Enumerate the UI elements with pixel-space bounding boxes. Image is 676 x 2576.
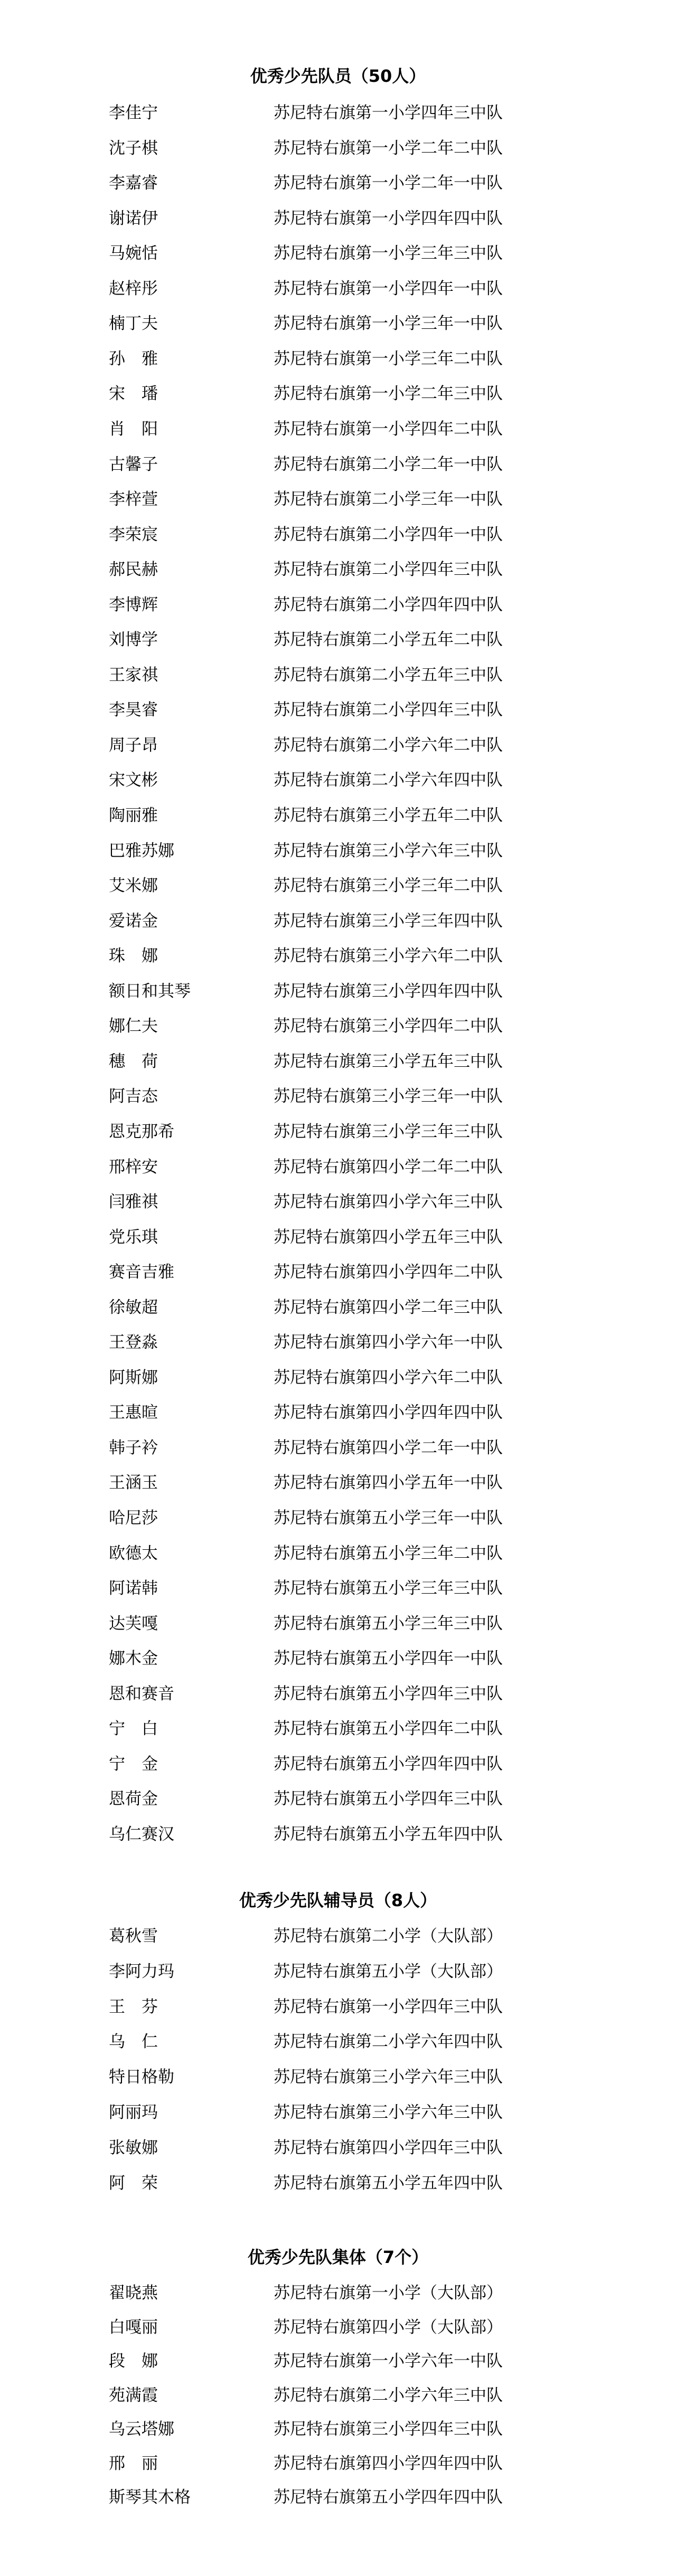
person-name: 乌仁赛汉 [109, 1825, 174, 1844]
person-name: 赵梓彤 [109, 279, 158, 298]
school-unit: 苏尼特右旗第四小学六年三中队 [274, 1192, 503, 1211]
list-item [0, 98, 676, 128]
person-name: 闫雅祺 [109, 1192, 158, 1211]
school-unit: 苏尼特右旗第三小学三年二中队 [274, 876, 503, 895]
school-unit: 苏尼特右旗第四小学五年一中队 [274, 1473, 503, 1492]
person-name: 李阿力玛 [109, 1962, 174, 1981]
person-name: 谢诺伊 [109, 209, 158, 228]
person-name: 额日和其琴 [109, 982, 191, 1001]
person-name: 珠 娜 [109, 946, 158, 965]
person-name: 王涵玉 [109, 1473, 158, 1492]
list-item [0, 1293, 676, 1322]
person-name: 党乐琪 [109, 1228, 158, 1247]
person-name: 特日格勒 [109, 2068, 174, 2087]
list-item [0, 2414, 676, 2444]
section-title: 优秀少先队集体（7个） [247, 2247, 429, 2267]
list-item [0, 1574, 676, 1603]
person-name: 沈子棋 [109, 139, 158, 158]
person-name: 恩荷金 [109, 1789, 158, 1808]
school-unit: 苏尼特右旗第一小学四年三中队 [274, 103, 503, 122]
list-item [0, 1468, 676, 1498]
person-name: 宁 金 [109, 1755, 158, 1774]
school-unit: 苏尼特右旗第二小学六年四中队 [274, 2032, 503, 2051]
school-unit: 苏尼特右旗第一小学三年一中队 [274, 314, 503, 333]
school-unit: 苏尼特右旗第二小学五年三中队 [274, 666, 503, 685]
list-item [0, 1117, 676, 1147]
school-unit: 苏尼特右旗第五小学（大队部） [274, 1962, 503, 1981]
school-unit: 苏尼特右旗第三小学四年四中队 [274, 982, 503, 1001]
list-item [0, 1679, 676, 1709]
school-unit: 苏尼特右旗第一小学四年二中队 [274, 420, 503, 439]
school-unit: 苏尼特右旗第二小学四年一中队 [274, 525, 503, 544]
school-unit: 苏尼特右旗第五小学四年三中队 [274, 1789, 503, 1808]
person-name: 宋文彬 [109, 771, 158, 790]
list-item [0, 941, 676, 971]
list-item [0, 2346, 676, 2376]
school-unit: 苏尼特右旗第五小学五年四中队 [274, 2174, 503, 2193]
list-item [0, 2449, 676, 2478]
list-item [0, 1011, 676, 1041]
school-unit: 苏尼特右旗第一小学四年一中队 [274, 279, 503, 298]
school-unit: 苏尼特右旗第二小学六年二中队 [274, 736, 503, 755]
school-unit: 苏尼特右旗第二小学五年二中队 [274, 630, 503, 649]
person-name: 王家祺 [109, 666, 158, 685]
list-item [0, 801, 676, 830]
school-unit: 苏尼特右旗第四小学五年三中队 [274, 1228, 503, 1247]
list-item [0, 1921, 676, 1951]
list-item [0, 168, 676, 198]
person-name: 楠丁夫 [109, 314, 158, 333]
person-name: 乌云塔娜 [109, 2420, 174, 2439]
person-name: 肖 阳 [109, 420, 158, 439]
list-item [0, 590, 676, 620]
list-item [0, 2483, 676, 2512]
school-unit: 苏尼特右旗第一小学二年三中队 [274, 384, 503, 403]
school-unit: 苏尼特右旗第三小学五年二中队 [274, 806, 503, 825]
person-name: 宋 璠 [109, 384, 158, 403]
list-item [0, 1957, 676, 1986]
school-unit: 苏尼特右旗第二小学三年一中队 [274, 490, 503, 509]
list-item [0, 2168, 676, 2198]
person-name: 徐敏超 [109, 1298, 158, 1317]
person-name: 李佳宁 [109, 103, 158, 122]
person-name: 爱诺金 [109, 912, 158, 931]
list-item [0, 625, 676, 655]
school-unit: 苏尼特右旗第二小学二年一中队 [274, 455, 503, 474]
list-item [0, 1784, 676, 1814]
school-unit: 苏尼特右旗第四小学四年三中队 [274, 2138, 503, 2157]
list-item [0, 660, 676, 690]
school-unit: 苏尼特右旗第五小学四年四中队 [274, 2488, 503, 2507]
school-unit: 苏尼特右旗第五小学四年一中队 [274, 1649, 503, 1668]
list-item [0, 906, 676, 936]
list-item [0, 2313, 676, 2342]
list-item [0, 2027, 676, 2057]
list-item [0, 1187, 676, 1217]
list-item [0, 765, 676, 795]
list-item [0, 2278, 676, 2308]
list-item [0, 379, 676, 409]
school-unit: 苏尼特右旗第三小学四年三中队 [274, 2420, 503, 2439]
person-name: 白嘎丽 [109, 2318, 158, 2337]
list-item [0, 274, 676, 304]
person-name: 斯琴其木格 [109, 2488, 191, 2507]
list-item [0, 2381, 676, 2410]
school-unit: 苏尼特右旗第三小学六年三中队 [274, 2068, 503, 2087]
school-unit: 苏尼特右旗第一小学（大队部） [274, 2284, 503, 2303]
list-item [0, 520, 676, 550]
school-unit: 苏尼特右旗第四小学四年四中队 [274, 1403, 503, 1422]
person-name: 阿丽玛 [109, 2103, 158, 2122]
school-unit: 苏尼特右旗第四小学四年四中队 [274, 2454, 503, 2473]
person-name: 王 芬 [109, 1997, 158, 2016]
list-item [0, 1398, 676, 1427]
person-name: 张敏娜 [109, 2138, 158, 2157]
school-unit: 苏尼特右旗第三小学三年一中队 [274, 1087, 503, 1106]
person-name: 邢梓安 [109, 1158, 158, 1177]
school-unit: 苏尼特右旗第五小学四年二中队 [274, 1719, 503, 1738]
school-unit: 苏尼特右旗第一小学二年二中队 [274, 139, 503, 158]
list-item [0, 1223, 676, 1252]
school-unit: 苏尼特右旗第四小学二年一中队 [274, 1438, 503, 1457]
list-item [0, 836, 676, 866]
school-unit: 苏尼特右旗第四小学四年二中队 [274, 1263, 503, 1282]
person-name: 巴雅苏娜 [109, 841, 174, 860]
person-name: 哈尼莎 [109, 1509, 158, 1528]
list-item [0, 1328, 676, 1357]
section-title: 优秀少先队辅导员（8人） [239, 1890, 437, 1910]
list-item [0, 450, 676, 479]
person-name: 李荣宸 [109, 525, 158, 544]
school-unit: 苏尼特右旗第一小学三年三中队 [274, 244, 503, 263]
list-item [0, 344, 676, 374]
person-name: 艾米娜 [109, 876, 158, 895]
school-unit: 苏尼特右旗第五小学三年三中队 [274, 1579, 503, 1598]
person-name: 苑满霞 [109, 2386, 158, 2405]
list-item [0, 731, 676, 760]
list-item [0, 1082, 676, 1111]
school-unit: 苏尼特右旗第一小学四年三中队 [274, 1997, 503, 2016]
list-item [0, 977, 676, 1006]
list-item [0, 239, 676, 268]
person-name: 段 娜 [109, 2352, 158, 2371]
list-item [0, 1363, 676, 1393]
person-name: 阿吉态 [109, 1087, 158, 1106]
person-name: 周子昂 [109, 736, 158, 755]
list-item [0, 485, 676, 514]
school-unit: 苏尼特右旗第三小学六年三中队 [274, 841, 503, 860]
person-name: 达芙嘎 [109, 1614, 158, 1633]
school-unit: 苏尼特右旗第二小学四年三中队 [274, 700, 503, 719]
school-unit: 苏尼特右旗第四小学二年三中队 [274, 1298, 503, 1317]
list-item [0, 871, 676, 901]
person-name: 郝民赫 [109, 560, 158, 579]
list-item [0, 309, 676, 338]
list-item [0, 204, 676, 233]
school-unit: 苏尼特右旗第一小学二年一中队 [274, 174, 503, 193]
school-unit: 苏尼特右旗第四小学二年二中队 [274, 1158, 503, 1177]
person-name: 阿 荣 [109, 2174, 158, 2193]
list-item [0, 1503, 676, 1533]
person-name: 欧德太 [109, 1544, 158, 1563]
person-name: 陶丽雅 [109, 806, 158, 825]
list-item [0, 1152, 676, 1182]
list-item [0, 414, 676, 444]
list-item [0, 2098, 676, 2127]
person-name: 李嘉睿 [109, 174, 158, 193]
person-name: 刘博学 [109, 630, 158, 649]
person-name: 赛音吉雅 [109, 1263, 174, 1282]
school-unit: 苏尼特右旗第三小学四年二中队 [274, 1017, 503, 1036]
person-name: 王登淼 [109, 1333, 158, 1352]
person-name: 葛秋雪 [109, 1927, 158, 1946]
person-name: 邢 丽 [109, 2454, 158, 2473]
school-unit: 苏尼特右旗第二小学六年三中队 [274, 2386, 503, 2405]
school-unit: 苏尼特右旗第五小学四年四中队 [274, 1755, 503, 1774]
person-name: 孙 雅 [109, 349, 158, 368]
section-title: 优秀少先队员（50人） [250, 66, 426, 86]
school-unit: 苏尼特右旗第二小学四年三中队 [274, 560, 503, 579]
school-unit: 苏尼特右旗第三小学六年二中队 [274, 946, 503, 965]
school-unit: 苏尼特右旗第三小学六年三中队 [274, 2103, 503, 2122]
school-unit: 苏尼特右旗第二小学（大队部） [274, 1927, 503, 1946]
person-name: 李博辉 [109, 595, 158, 614]
school-unit: 苏尼特右旗第四小学六年二中队 [274, 1368, 503, 1387]
school-unit: 苏尼特右旗第五小学三年三中队 [274, 1614, 503, 1633]
person-name: 李昊睿 [109, 700, 158, 719]
list-item [0, 1714, 676, 1744]
person-name: 娜木金 [109, 1649, 158, 1668]
school-unit: 苏尼特右旗第四小学六年一中队 [274, 1333, 503, 1352]
school-unit: 苏尼特右旗第五小学四年三中队 [274, 1684, 503, 1703]
person-name: 穗 荷 [109, 1052, 158, 1071]
school-unit: 苏尼特右旗第五小学三年二中队 [274, 1544, 503, 1563]
school-unit: 苏尼特右旗第三小学三年三中队 [274, 1122, 503, 1141]
person-name: 恩和赛音 [109, 1684, 174, 1703]
list-item [0, 1992, 676, 2022]
school-unit: 苏尼特右旗第一小学六年一中队 [274, 2352, 503, 2371]
person-name: 马婉恬 [109, 244, 158, 263]
school-unit: 苏尼特右旗第二小学六年四中队 [274, 771, 503, 790]
list-item [0, 2062, 676, 2092]
list-item [0, 2133, 676, 2163]
person-name: 乌 仁 [109, 2032, 158, 2051]
school-unit: 苏尼特右旗第一小学三年二中队 [274, 349, 503, 368]
list-item [0, 1433, 676, 1463]
list-item [0, 695, 676, 725]
school-unit: 苏尼特右旗第三小学三年四中队 [274, 912, 503, 931]
person-name: 宁 白 [109, 1719, 158, 1738]
person-name: 韩子衿 [109, 1438, 158, 1457]
person-name: 王惠暄 [109, 1403, 158, 1422]
person-name: 古馨子 [109, 455, 158, 474]
list-item [0, 1257, 676, 1287]
person-name: 阿诺韩 [109, 1579, 158, 1598]
school-unit: 苏尼特右旗第五小学三年一中队 [274, 1509, 503, 1528]
list-item [0, 1644, 676, 1673]
list-item [0, 1609, 676, 1639]
list-item [0, 1539, 676, 1568]
school-unit: 苏尼特右旗第一小学四年四中队 [274, 209, 503, 228]
person-name: 李梓萱 [109, 490, 158, 509]
list-item [0, 1047, 676, 1076]
school-unit: 苏尼特右旗第二小学四年四中队 [274, 595, 503, 614]
list-item [0, 1820, 676, 1849]
person-name: 恩克那希 [109, 1122, 174, 1141]
school-unit: 苏尼特右旗第四小学（大队部） [274, 2318, 503, 2337]
school-unit: 苏尼特右旗第三小学五年三中队 [274, 1052, 503, 1071]
person-name: 翟晓燕 [109, 2284, 158, 2303]
person-name: 娜仁夫 [109, 1017, 158, 1036]
list-item [0, 134, 676, 163]
list-item [0, 1749, 676, 1779]
school-unit: 苏尼特右旗第五小学五年四中队 [274, 1825, 503, 1844]
list-item [0, 555, 676, 584]
person-name: 阿斯娜 [109, 1368, 158, 1387]
